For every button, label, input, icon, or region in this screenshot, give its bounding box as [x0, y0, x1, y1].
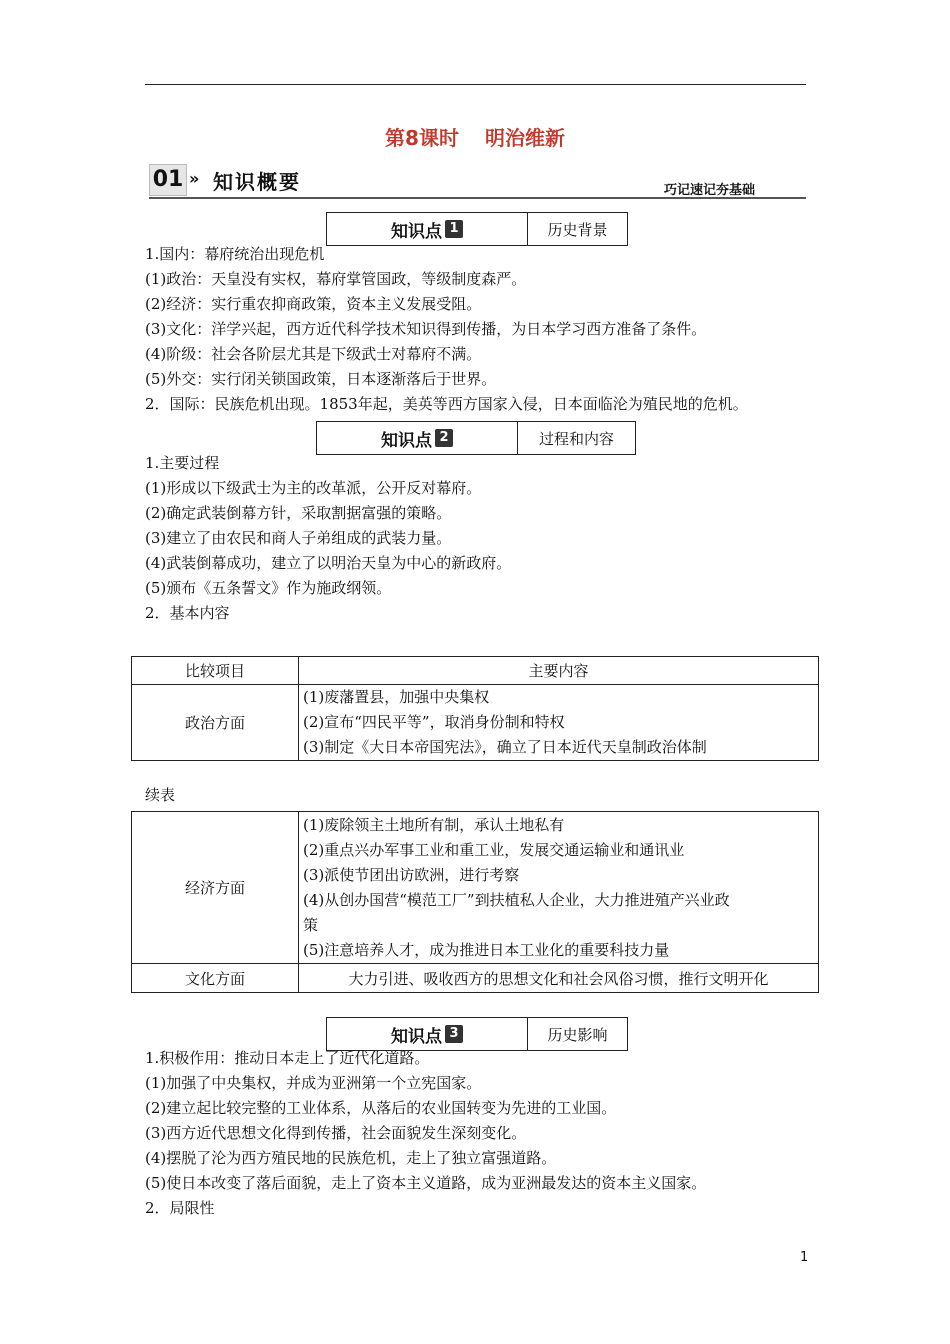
text-line: 2．基本内容 — [145, 604, 230, 622]
table-row — [132, 685, 819, 761]
text-line: (5)使日本改变了落后面貌，走上了资本主义道路，成为亚洲最发达的资本主义国家。 — [145, 1174, 707, 1192]
kp3-content — [145, 1046, 706, 1221]
row-label: 文化方面 — [132, 964, 299, 993]
section-subtitle: 巧记速记夯基础 — [664, 183, 756, 198]
kp-topic: 历史影响 — [547, 1025, 608, 1044]
table-row — [132, 964, 819, 993]
knowledge-point-2-header — [316, 421, 636, 455]
kp2-content — [145, 451, 511, 626]
content-line: (3)制定《大日本帝国宪法》，确立了日本近代天皇制政治体制 — [303, 738, 707, 756]
content-line: (1)废除领主土地所有制，承认土地私有 — [303, 815, 565, 834]
text-line: 1.积极作用：推动日本走上了近代化道路。 — [145, 1049, 430, 1067]
kp-label-box — [327, 213, 528, 245]
content-line: (5)注意培养人才，成为推进日本工业化的重要科技力量 — [303, 940, 670, 959]
text-line: (4)摆脱了沦为西方殖民地的民族危机，走上了独立富强道路。 — [145, 1149, 557, 1167]
header-rule — [145, 84, 806, 85]
knowledge-point-1-header — [326, 212, 628, 246]
text-line: (2)建立起比较完整的工业体系，从落后的农业国转变为先进的工业国。 — [145, 1099, 617, 1117]
kp-topic: 过程和内容 — [538, 429, 614, 448]
text-line: (1)形成以下级武士为主的改革派，公开反对幕府。 — [145, 479, 482, 497]
content-line: (2)重点兴办军事工业和重工业，发展交通运输业和通讯业 — [303, 840, 685, 859]
text-line: 1.主要过程 — [145, 454, 220, 472]
kp1-content — [145, 242, 748, 417]
kp-label: 知识点 — [391, 221, 442, 242]
kp-number-badge: 3 — [445, 1025, 463, 1043]
text-line: (1)政治：天皇没有实权，幕府掌管国政，等级制度森严。 — [145, 270, 527, 288]
text-line: (4)武装倒幕成功，建立了以明治天皇为中心的新政府。 — [145, 554, 512, 572]
text-line: (1)加强了中央集权，并成为亚洲第一个立宪国家。 — [145, 1074, 482, 1092]
content-line: 策 — [303, 915, 319, 934]
table-header-row — [132, 657, 819, 685]
continued-label: 续表 — [145, 786, 176, 804]
content-line: (3)派使节团出访欧洲，进行考察 — [303, 865, 520, 884]
section-arrow-icon: » — [189, 169, 200, 188]
content-line: (1)废藩置县，加强中央集权 — [303, 688, 490, 706]
content-line: (2)宣布“四民平等”，取消身份制和特权 — [303, 713, 565, 731]
text-line: 1.国内：幕府统治出现危机 — [145, 245, 325, 263]
row-content — [299, 685, 819, 761]
text-line: 2．国际：民族危机出现。1853年起，美英等西方国家入侵，日本面临沦为殖民地的危机。 — [145, 395, 748, 413]
section-number: 01 — [149, 164, 187, 196]
lesson-name: 明治维新 — [484, 126, 565, 150]
text-line: (3)建立了由农民和商人子弟组成的武装力量。 — [145, 529, 452, 547]
text-line: (3)西方近代思想文化得到传播，社会面貌发生深刻变化。 — [145, 1124, 527, 1142]
text-line: (5)外交：实行闭关锁国政策，日本逐渐落后于世界。 — [145, 370, 497, 388]
text-line: (4)阶级：社会各阶层尤其是下级武士对幕府不满。 — [145, 345, 482, 363]
row-content: 大力引进、吸收西方的思想文化和社会风俗习惯，推行文明开化 — [299, 964, 819, 993]
row-label: 政治方面 — [132, 685, 299, 761]
text-line: (2)经济：实行重农抑商政策，资本主义发展受阻。 — [145, 295, 482, 313]
page-title — [0, 122, 950, 151]
section-title: 知识概要 — [213, 170, 301, 194]
lesson-number: 第8课时 — [385, 126, 459, 150]
row-content — [299, 812, 819, 964]
reform-table-continued — [131, 811, 819, 993]
table-header-cell: 比较项目 — [132, 657, 299, 685]
text-line: (2)确定武装倒幕方针，采取割据富强的策略。 — [145, 504, 452, 522]
reform-table — [131, 656, 819, 761]
kp-number-badge: 2 — [435, 429, 453, 447]
section-rule — [149, 197, 806, 199]
page-number: 1 — [800, 1250, 809, 1265]
content-line: (4)从创办国营“模范工厂”到扶植私人企业，大力推进殖产兴业政 — [303, 890, 730, 909]
text-line: (5)颁布《五条誓文》作为施政纲领。 — [145, 579, 392, 597]
kp-number-badge: 1 — [445, 220, 463, 238]
kp-label-box — [317, 422, 518, 454]
row-label: 经济方面 — [132, 812, 299, 964]
kp-label: 知识点 — [391, 1026, 442, 1047]
kp-label: 知识点 — [381, 430, 432, 451]
text-line: 2．局限性 — [145, 1199, 215, 1217]
kp-topic: 历史背景 — [547, 220, 608, 239]
text-line: (3)文化：洋学兴起，西方近代科学技术知识得到传播，为日本学习西方准备了条件。 — [145, 320, 707, 338]
table-header-cell: 主要内容 — [299, 657, 819, 685]
table-row — [132, 812, 819, 964]
